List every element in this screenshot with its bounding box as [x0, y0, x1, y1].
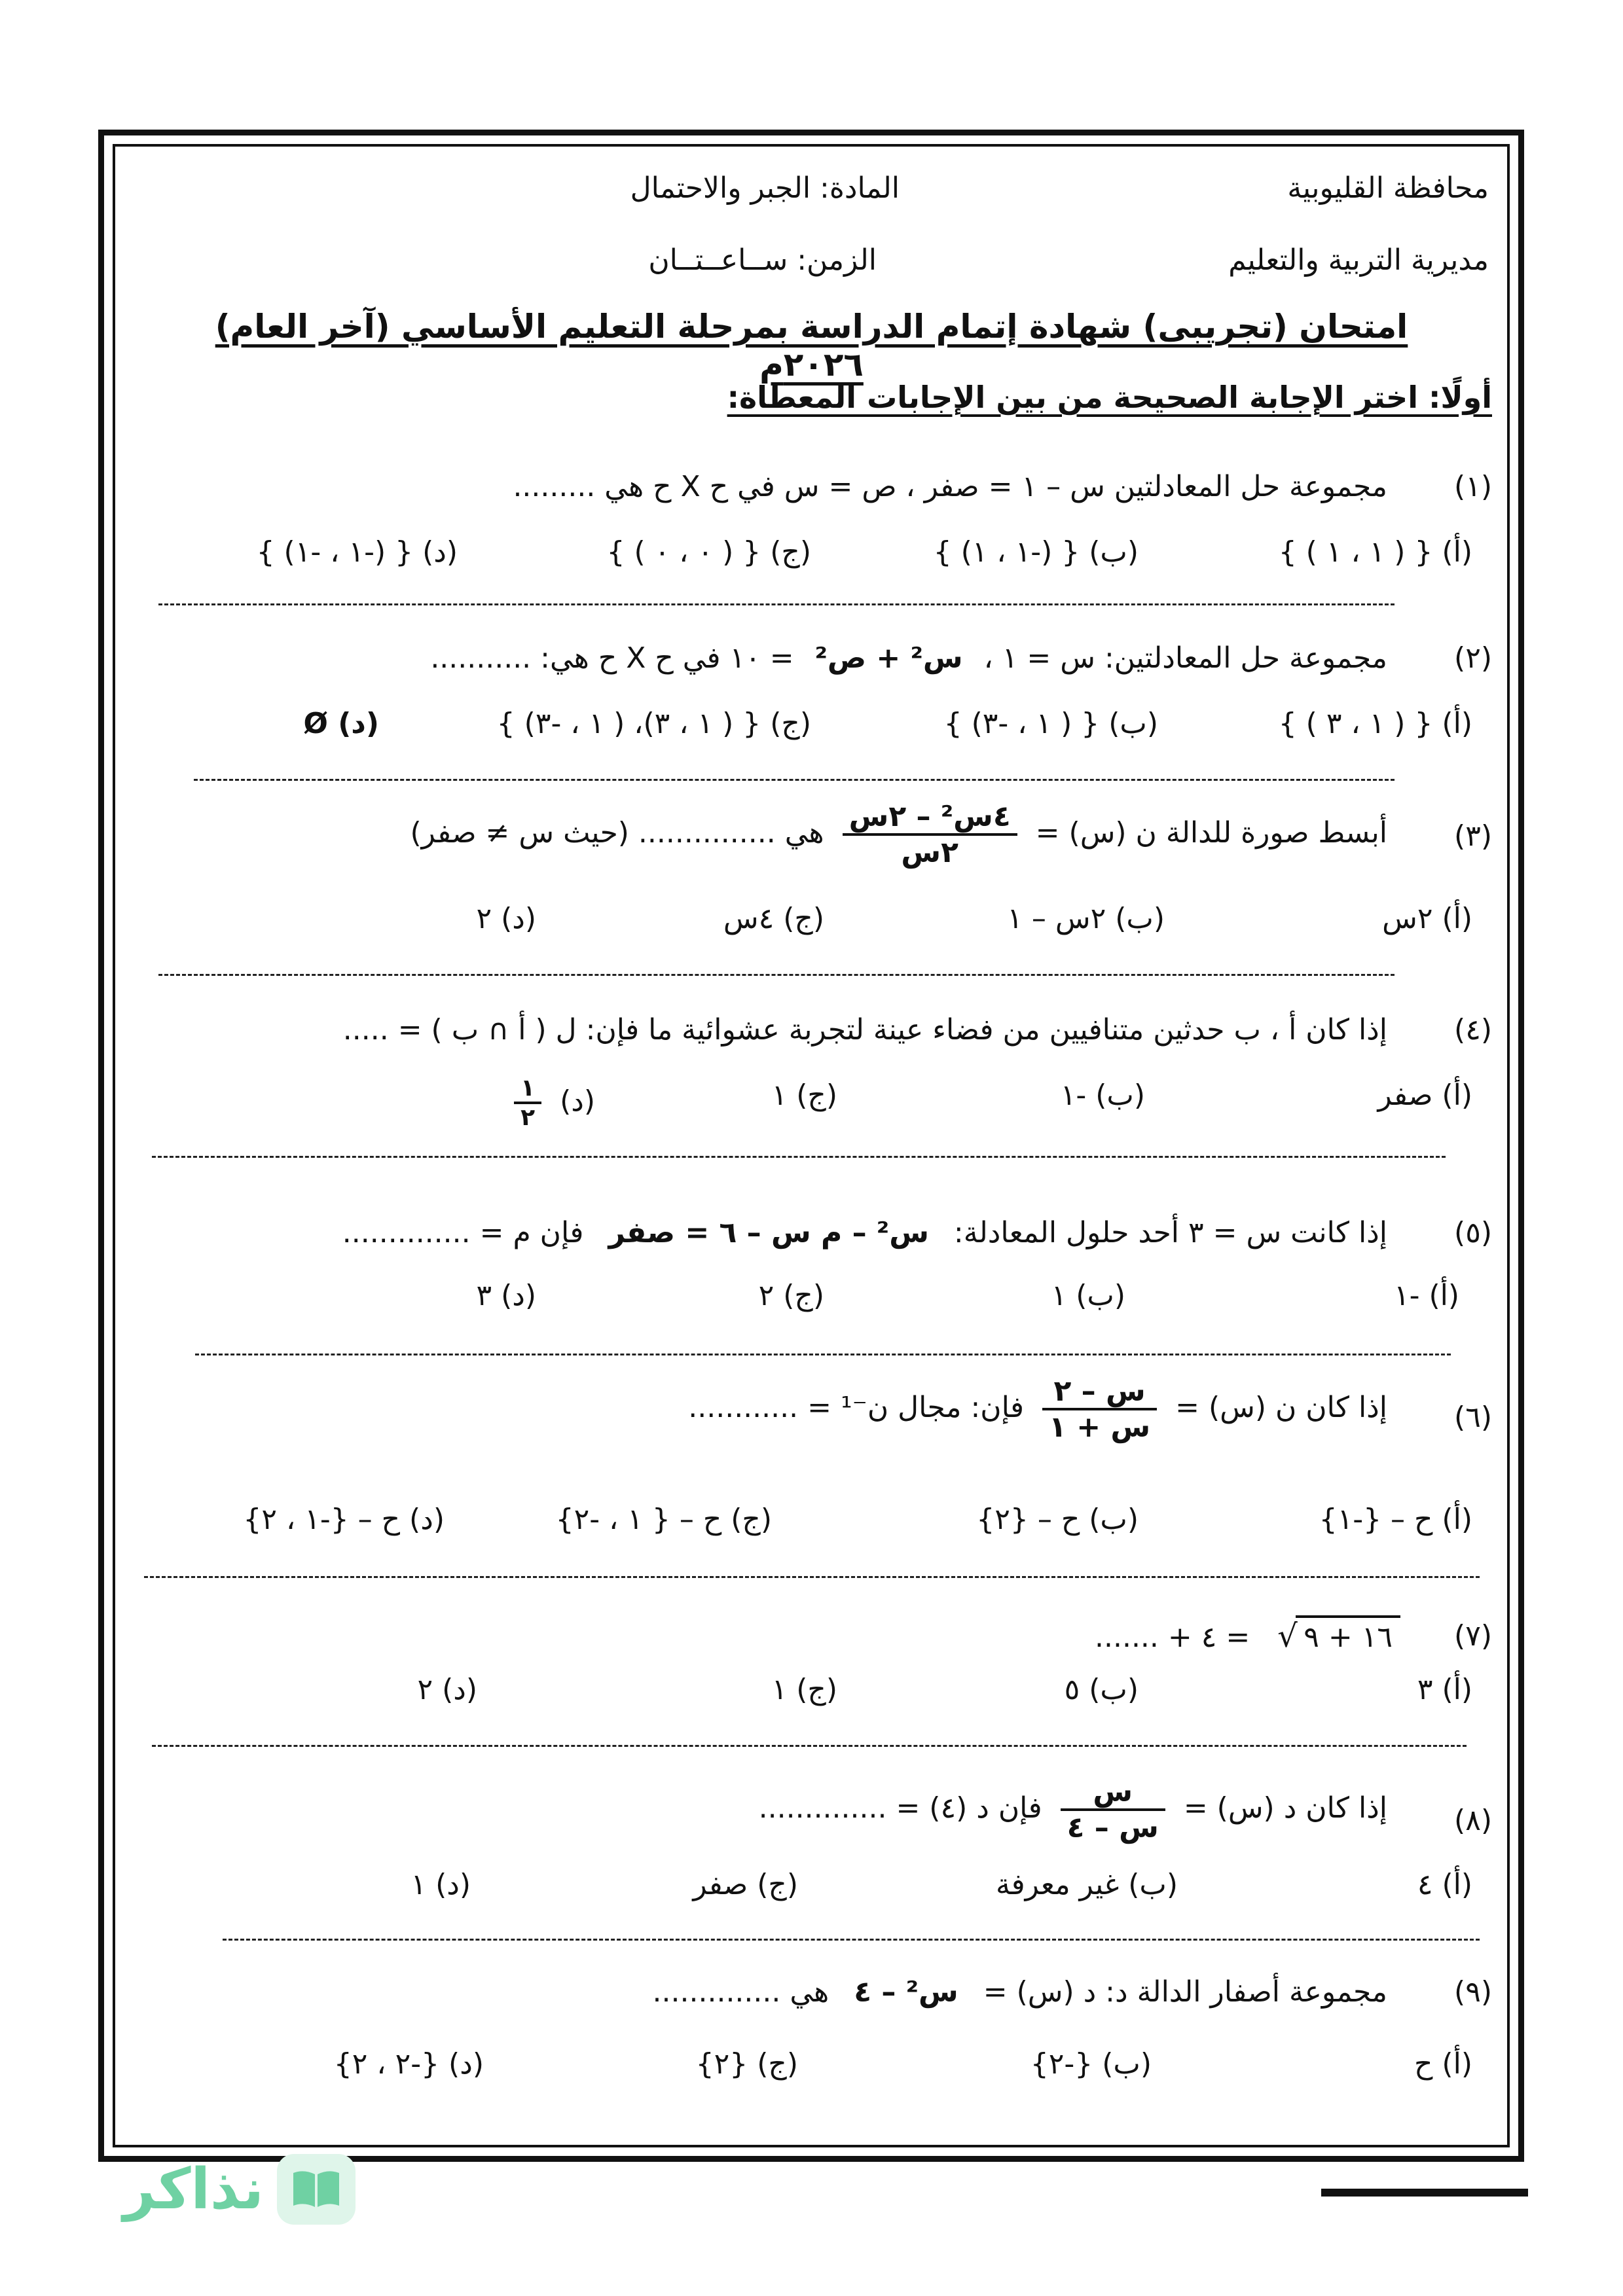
question-number: (٦)	[1454, 1401, 1492, 1434]
question-text-wrap	[410, 800, 1388, 869]
option-a[interactable]: (أ) ٤	[1417, 1868, 1472, 1901]
fraction-numerator: ٤س² – ٢س	[843, 800, 1017, 836]
question-text: مجموعة أصفار الدالة د: د (س) =	[983, 1975, 1387, 2009]
option-c[interactable]: (ج) { ( ١ ، ٣)، ( ١ ، -٣) }	[496, 707, 811, 740]
question-6	[151, 1374, 1492, 1466]
subject-label: المادة: الجبر والاحتمال	[630, 171, 900, 205]
option-d-label: (د)	[560, 1085, 595, 1118]
option-b[interactable]: (ب) { ( ١ ، -٣) }	[943, 707, 1158, 740]
question-7-options	[151, 1673, 1492, 1719]
option-b[interactable]: (ب) {-٢}	[1030, 2047, 1152, 2081]
option-c[interactable]: (ج) { ( ٠ ، ٠ ) }	[606, 535, 811, 569]
option-a[interactable]: (أ) ٢س	[1382, 902, 1472, 935]
option-c[interactable]: (ج) ١	[771, 1673, 837, 1706]
fraction	[843, 800, 1017, 869]
option-b[interactable]: (ب) { (-١ ، ١) }	[933, 535, 1139, 569]
question-text: مجموعة حل المعادلتين س – ١ = صفر ، ص = س في ح X ح هي .........	[513, 470, 1387, 503]
option-b[interactable]: (ب) ح – {٢}	[976, 1503, 1139, 1536]
question-text-end: = ٤ + .......	[1095, 1621, 1250, 1654]
site-logo[interactable]	[123, 2150, 356, 2229]
footer-rule	[1321, 2189, 1528, 2197]
question-number: (١)	[1454, 470, 1492, 503]
option-c[interactable]: (ج) ٢	[758, 1279, 824, 1312]
option-c[interactable]: (ج) ٤س	[723, 902, 824, 935]
option-b[interactable]: (ب) ١	[1051, 1279, 1125, 1312]
directorate-label: مديرية التربية والتعليم	[1228, 243, 1489, 277]
question-number: (٥)	[1454, 1216, 1492, 1249]
question-9	[151, 1975, 1492, 2028]
fraction-denominator: س + ١	[1049, 1410, 1151, 1444]
option-a[interactable]: (أ) ٣	[1417, 1673, 1472, 1706]
question-text-end: هي ............... (حيث س ≠ صفر)	[410, 816, 824, 850]
option-a[interactable]: (أ) { ( ١ ، ١ ) }	[1278, 535, 1472, 569]
fraction	[1042, 1374, 1157, 1444]
question-text: إذا كان ن (س) =	[1175, 1391, 1387, 1424]
option-d[interactable]: (د) {-٢ ، ٢}	[333, 2047, 484, 2081]
question-text: مجموعة حل المعادلتين: س = ١ ،	[983, 641, 1387, 675]
question-text-end: هي ..............	[652, 1975, 830, 2009]
separator	[144, 1576, 1480, 1578]
option-c[interactable]: (ج) صفر	[693, 1868, 798, 1901]
question-1-options	[151, 535, 1492, 581]
separator	[152, 1156, 1446, 1158]
option-d[interactable]: (د) ح – {-١ ، ٢}	[243, 1503, 445, 1536]
option-b[interactable]: (ب) ٢س – ١	[1007, 902, 1165, 935]
separator	[194, 779, 1395, 781]
question-4	[151, 1013, 1492, 1059]
question-1	[151, 470, 1492, 516]
question-text-wrap	[430, 641, 1387, 675]
option-c[interactable]: (ج) ح – { ١ ، -٢}	[555, 1503, 772, 1536]
time-label: الزمن: ســاعــتــان	[648, 243, 877, 277]
separator	[158, 603, 1395, 605]
fraction-denominator: ٢	[520, 1104, 536, 1131]
option-c[interactable]: (ج) ١	[771, 1079, 837, 1112]
question-text: إذا كان أ ، ب حدثين متنافيين من فضاء عينة لتجربة عشوائية ما فإن: ل ( أ ∩ ب ) = .....	[342, 1013, 1387, 1047]
math-expression: س² – م س – ٦ = صفر	[608, 1216, 929, 1249]
math-expression: س² + ص²	[814, 641, 963, 675]
option-a[interactable]: (أ) -١	[1393, 1279, 1459, 1312]
question-text-wrap	[653, 1975, 1387, 2009]
option-d[interactable]: (د) ٣	[476, 1279, 536, 1312]
option-d[interactable]	[505, 1075, 595, 1131]
option-d[interactable]: (د) ٢	[417, 1673, 477, 1706]
fraction-denominator: ٢س	[901, 836, 958, 869]
fraction	[514, 1075, 541, 1131]
question-4-options	[151, 1075, 1492, 1138]
math-expression: س² – ٤	[854, 1975, 958, 2009]
question-5	[151, 1216, 1492, 1268]
question-text-end: فإن د (٤) = ..............	[758, 1791, 1042, 1825]
fraction-numerator: س – ٢	[1042, 1374, 1157, 1410]
option-b[interactable]: (ب) غير معرفة	[996, 1868, 1178, 1901]
question-number: (٧)	[1454, 1619, 1492, 1653]
question-text-wrap	[688, 1374, 1387, 1444]
logo-text: نذاكر	[123, 2157, 264, 2222]
question-8-options	[151, 1868, 1492, 1914]
fraction	[1061, 1775, 1165, 1844]
question-3-options	[151, 902, 1492, 948]
question-text: إذا كان د (س) =	[1183, 1791, 1387, 1825]
question-text-wrap	[342, 1216, 1387, 1249]
option-b[interactable]: (ب) ٥	[1064, 1673, 1139, 1706]
option-b[interactable]: (ب) -١	[1060, 1079, 1145, 1112]
separator	[158, 974, 1395, 976]
square-root	[1279, 1615, 1400, 1654]
question-text-end: = ١٠ في ح X ح هي: ...........	[430, 641, 794, 675]
question-5-options	[151, 1279, 1492, 1325]
fraction-numerator: ١	[514, 1075, 541, 1104]
question-number: (٣)	[1454, 819, 1492, 853]
question-number: (٩)	[1454, 1975, 1492, 2009]
exam-title: امتحان (تجريبى) شهادة إتمام الدراسة بمرحلة التعليم الأساسي (آخر العام) ٢٠٢٦م	[215, 308, 1408, 384]
section-title: أولًا: اختر الإجابة الصحيحة من بين الإجابات المعطاة:	[727, 380, 1492, 415]
question-text: أبسط صورة للدالة ن (س) =	[1035, 816, 1387, 850]
question-7	[151, 1619, 1492, 1672]
question-9-options	[151, 2047, 1492, 2093]
fraction-numerator: س	[1061, 1775, 1165, 1811]
question-number: (٨)	[1454, 1804, 1492, 1837]
question-text: إذا كانت س = ٣ أحد حلول المعادلة:	[953, 1216, 1387, 1249]
question-2-options	[151, 707, 1492, 753]
question-text-end: فإن م = ..............	[342, 1216, 584, 1249]
question-6-options	[151, 1503, 1492, 1549]
open-book-icon	[277, 2154, 356, 2225]
question-number: (٢)	[1454, 641, 1492, 675]
question-8	[151, 1771, 1492, 1856]
question-text-wrap	[1095, 1615, 1400, 1654]
option-a[interactable]: (أ) ح	[1414, 2047, 1472, 2081]
separator	[195, 1354, 1451, 1355]
option-a[interactable]: (أ) { ( ١ ، ٣ ) }	[1278, 707, 1472, 740]
question-number: (٤)	[1454, 1013, 1492, 1047]
radicand: ١٦ + ٩	[1296, 1615, 1400, 1654]
option-c[interactable]: (ج) {٢}	[695, 2047, 798, 2081]
option-d[interactable]: (د) { (-١ ، -١) }	[256, 535, 458, 569]
question-2	[151, 641, 1492, 694]
option-a[interactable]: (أ) ح – {-١}	[1319, 1503, 1472, 1536]
separator	[152, 1745, 1467, 1747]
option-a[interactable]: (أ) صفر	[1377, 1079, 1472, 1112]
question-text-end: فإن: مجال ن⁻¹ = ............	[688, 1391, 1025, 1424]
question-text-wrap	[759, 1775, 1387, 1844]
fraction-denominator: س – ٤	[1067, 1811, 1159, 1844]
separator	[223, 1939, 1480, 1941]
radical-sign: √	[1277, 1618, 1298, 1655]
option-d[interactable]: (د) Ø	[303, 707, 379, 740]
governorate-label: محافظة القليوبية	[1287, 171, 1489, 205]
question-3	[151, 800, 1492, 885]
option-d[interactable]: (د) ١	[410, 1868, 471, 1901]
option-d[interactable]: (د) ٢	[476, 902, 536, 935]
